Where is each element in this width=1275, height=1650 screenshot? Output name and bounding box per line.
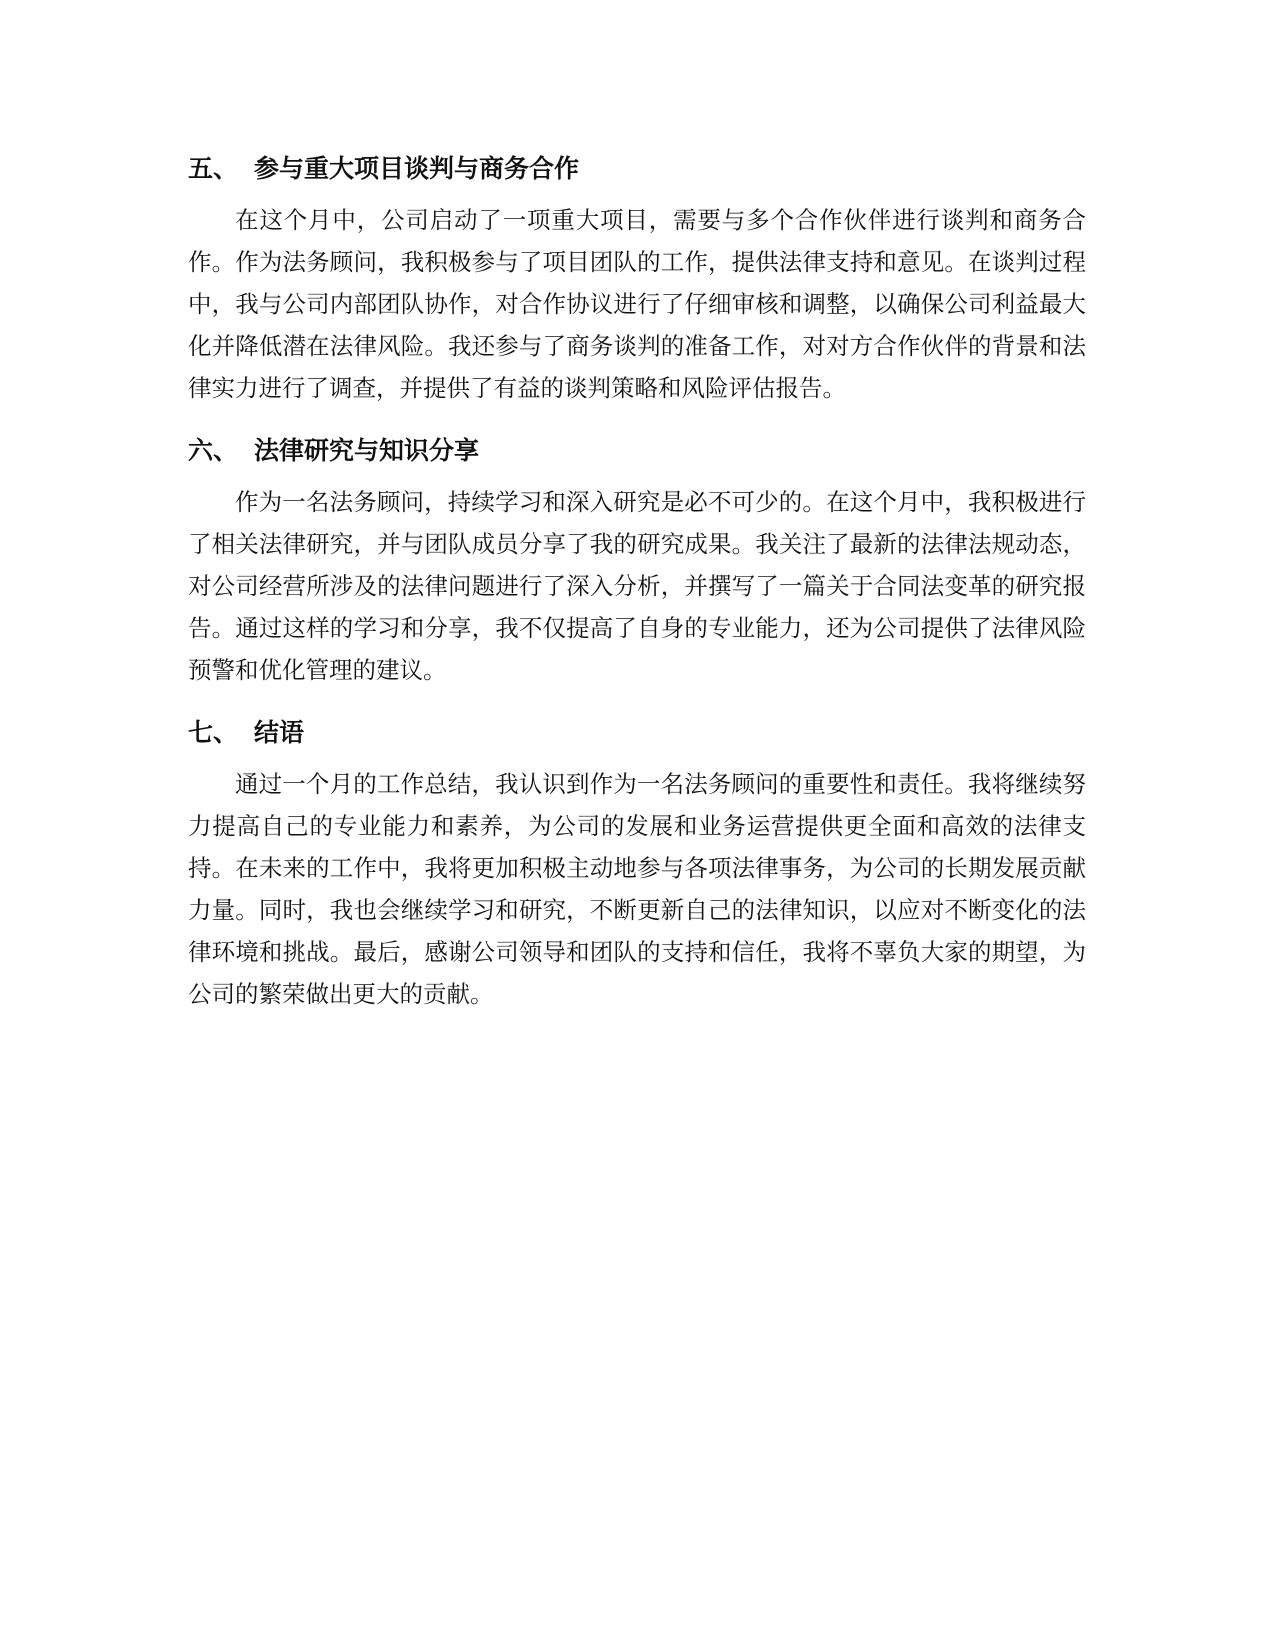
section-paragraph: 通过一个月的工作总结，我认识到作为一名法务顾问的重要性和责任。我将继续努力提高自己的专业能力和素养，为公司的发展和业务运营提供更全面和高效的法律支持。在未来的工作中，我将更加积极主动地参与各项法律事务，为公司的长期发展贡献力量。同时，我也会继续学习和研究，不断更新自己的法律知识，以应对不断变化的法律环境和挑战。最后，感谢公司领导和团队的支持和信任，我将不辜负大家的期望，为公司的繁荣做出更大的贡献。 bbox=[188, 770, 1086, 1008]
section-heading bbox=[188, 427, 1086, 471]
section-negotiation bbox=[188, 145, 1086, 409]
section-number: 六、 bbox=[188, 436, 239, 465]
section-heading bbox=[188, 709, 1086, 753]
section-heading bbox=[188, 145, 1086, 189]
section-number: 七、 bbox=[188, 718, 239, 747]
section-conclusion bbox=[188, 709, 1086, 1015]
document-body bbox=[188, 145, 1086, 1033]
section-title: 参与重大项目谈判与商务合作 bbox=[254, 154, 580, 183]
section-title: 法律研究与知识分享 bbox=[254, 436, 480, 465]
section-paragraph: 作为一名法务顾问，持续学习和深入研究是必不可少的。在这个月中，我积极进行了相关法律研究，并与团队成员分享了我的研究成果。我关注了最新的法律法规动态，对公司经营所涉及的法律问题进行了深入分析，并撰写了一篇关于合同法变革的研究报告。通过这样的学习和分享，我不仅提高了自身的专业能力，还为公司提供了法律风险预警和优化管理的建议。 bbox=[188, 488, 1086, 684]
section-paragraph: 在这个月中，公司启动了一项重大项目，需要与多个合作伙伴进行谈判和商务合作。作为法务顾问，我积极参与了项目团队的工作，提供法律支持和意见。在谈判过程中，我与公司内部团队协作，对合作协议进行了仔细审核和调整，以确保公司利益最大化并降低潜在法律风险。我还参与了商务谈判的准备工作，对对方合作伙伴的背景和法律实力进行了调查，并提供了有益的谈判策略和风险评估报告。 bbox=[188, 206, 1086, 402]
section-legal-research bbox=[188, 427, 1086, 691]
section-number: 五、 bbox=[188, 154, 239, 183]
section-title: 结语 bbox=[254, 718, 305, 747]
